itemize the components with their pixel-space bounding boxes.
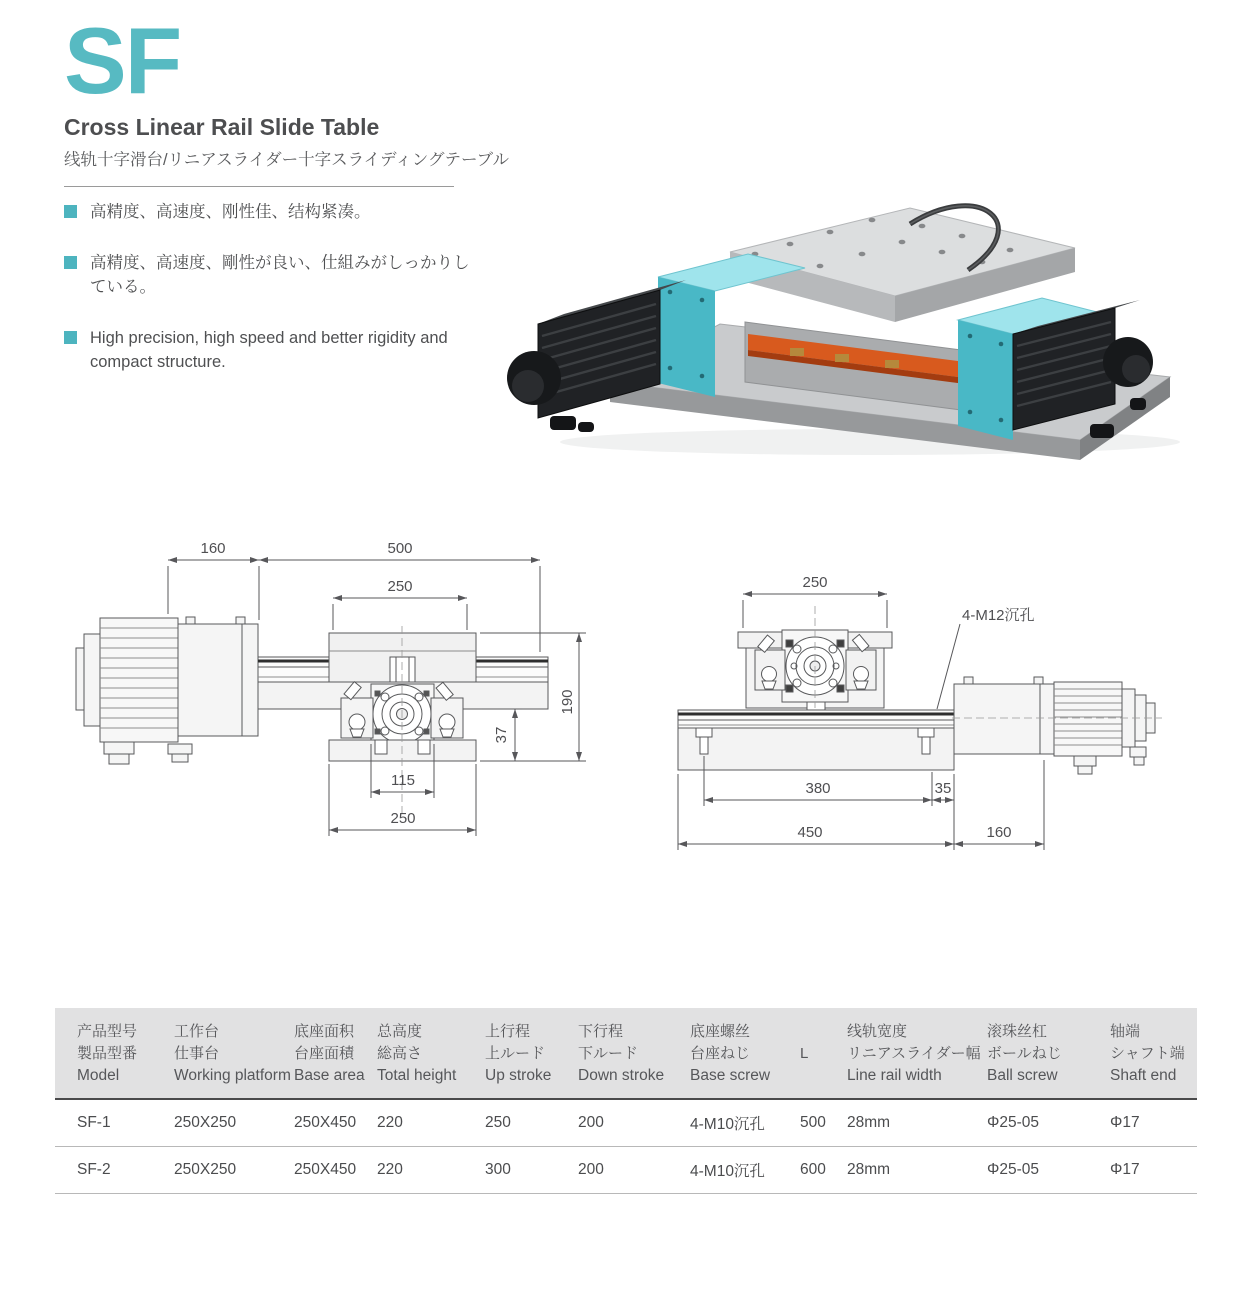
col-header-base-screw: 底座螺丝 台座ねじ Base screw — [690, 1023, 771, 1084]
feature-item — [64, 327, 484, 375]
feature-text-ja: 高精度、高速度、剛性が良い、仕組みがしっかりしている。 — [90, 253, 470, 296]
cell-line-rail-width: 28mm — [847, 1114, 891, 1131]
cell-down-stroke: 200 — [578, 1114, 604, 1131]
table-row-sf2 — [55, 1147, 1197, 1194]
feature-list — [64, 201, 484, 402]
dim-label-250-top: 250 — [387, 578, 413, 595]
dim-label-250: 250 — [802, 574, 828, 591]
drawing-front-view — [70, 530, 650, 860]
cell-model: SF-1 — [77, 1114, 111, 1131]
cell-ball-screw: Φ25-05 — [987, 1114, 1040, 1131]
page-header — [64, 8, 534, 187]
dim-label-250-bottom: 250 — [390, 810, 416, 827]
feature-item — [64, 252, 484, 300]
cell-total-height: 220 — [377, 1114, 403, 1131]
cell-shaft-end: Φ17 — [1110, 1161, 1140, 1178]
cell-up-stroke: 300 — [485, 1161, 511, 1178]
cell-model: SF-2 — [77, 1161, 111, 1178]
cell-base-area: 250X450 — [294, 1114, 357, 1131]
col-header-working-platform: 工作台 仕事台 Working platform — [174, 1023, 291, 1084]
cell-down-stroke: 200 — [578, 1161, 604, 1178]
dim-label-380: 380 — [805, 780, 831, 797]
feature-text-zh: 高精度、高速度、刚性佳、结构紧凑。 — [90, 203, 371, 221]
dim-label-190: 190 — [559, 689, 576, 715]
table-row-sf1 — [55, 1100, 1197, 1147]
page-subtitle: 线轨十字滑台/リニアスライダー十字スライディングテーブル — [64, 151, 509, 169]
col-header-model: 产品型号 製品型番 Model — [77, 1023, 138, 1084]
dim-label-115: 115 — [391, 772, 415, 789]
col-header-total-height: 总高度 総高さ Total height — [377, 1023, 457, 1084]
hole-note-label: 4-M12沉孔 — [962, 607, 1035, 624]
dim-label-35: 35 — [934, 780, 952, 797]
col-header-down-stroke: 下行程 下ルード Down stroke — [578, 1023, 665, 1084]
feature-item — [64, 201, 484, 225]
cell-up-stroke: 250 — [485, 1114, 511, 1131]
dim-label-37: 37 — [493, 726, 510, 744]
drawing-side-view — [660, 548, 1200, 858]
cell-shaft-end: Φ17 — [1110, 1114, 1140, 1131]
col-header-base-area: 底座面积 台座面積 Base area — [294, 1023, 365, 1084]
cell-total-height: 220 — [377, 1161, 403, 1178]
spec-table — [55, 1008, 1197, 1194]
bullet-square-icon — [64, 205, 77, 218]
header-divider — [64, 186, 454, 187]
cell-working-platform: 250X250 — [174, 1161, 237, 1178]
feature-text-en: High precision, high speed and better rigidity and compact structure. — [90, 328, 448, 371]
dim-label-160: 160 — [200, 540, 226, 557]
cell-working-platform: 250X250 — [174, 1114, 237, 1131]
col-header-l: L — [800, 1045, 809, 1062]
cell-l: 600 — [800, 1161, 826, 1178]
col-header-ball-screw: 滚珠丝杠 ボールねじ Ball screw — [987, 1023, 1062, 1084]
cell-base-screw: 4-M10沉孔 — [690, 1116, 765, 1133]
cell-base-screw: 4-M10沉孔 — [690, 1163, 765, 1180]
spec-table-header — [55, 1008, 1197, 1100]
col-header-up-stroke: 上行程 上ルード Up stroke — [485, 1023, 552, 1084]
cell-l: 500 — [800, 1114, 826, 1131]
col-header-line-rail-width: 线轨宽度 リニアスライダー幅 Line rail width — [847, 1023, 981, 1084]
cell-base-area: 250X450 — [294, 1161, 357, 1178]
bullet-square-icon — [64, 256, 77, 269]
product-photo — [490, 172, 1190, 462]
cell-line-rail-width: 28mm — [847, 1161, 891, 1178]
col-header-shaft-end: 轴端 シャフト端 Shaft end — [1110, 1023, 1185, 1084]
dim-label-160: 160 — [986, 824, 1012, 841]
dim-label-500: 500 — [387, 540, 413, 557]
series-logo: SF — [64, 8, 181, 113]
bullet-square-icon — [64, 331, 77, 344]
cell-ball-screw: Φ25-05 — [987, 1161, 1040, 1178]
dim-label-450: 450 — [797, 824, 823, 841]
page-title: Cross Linear Rail Slide Table — [64, 114, 380, 140]
